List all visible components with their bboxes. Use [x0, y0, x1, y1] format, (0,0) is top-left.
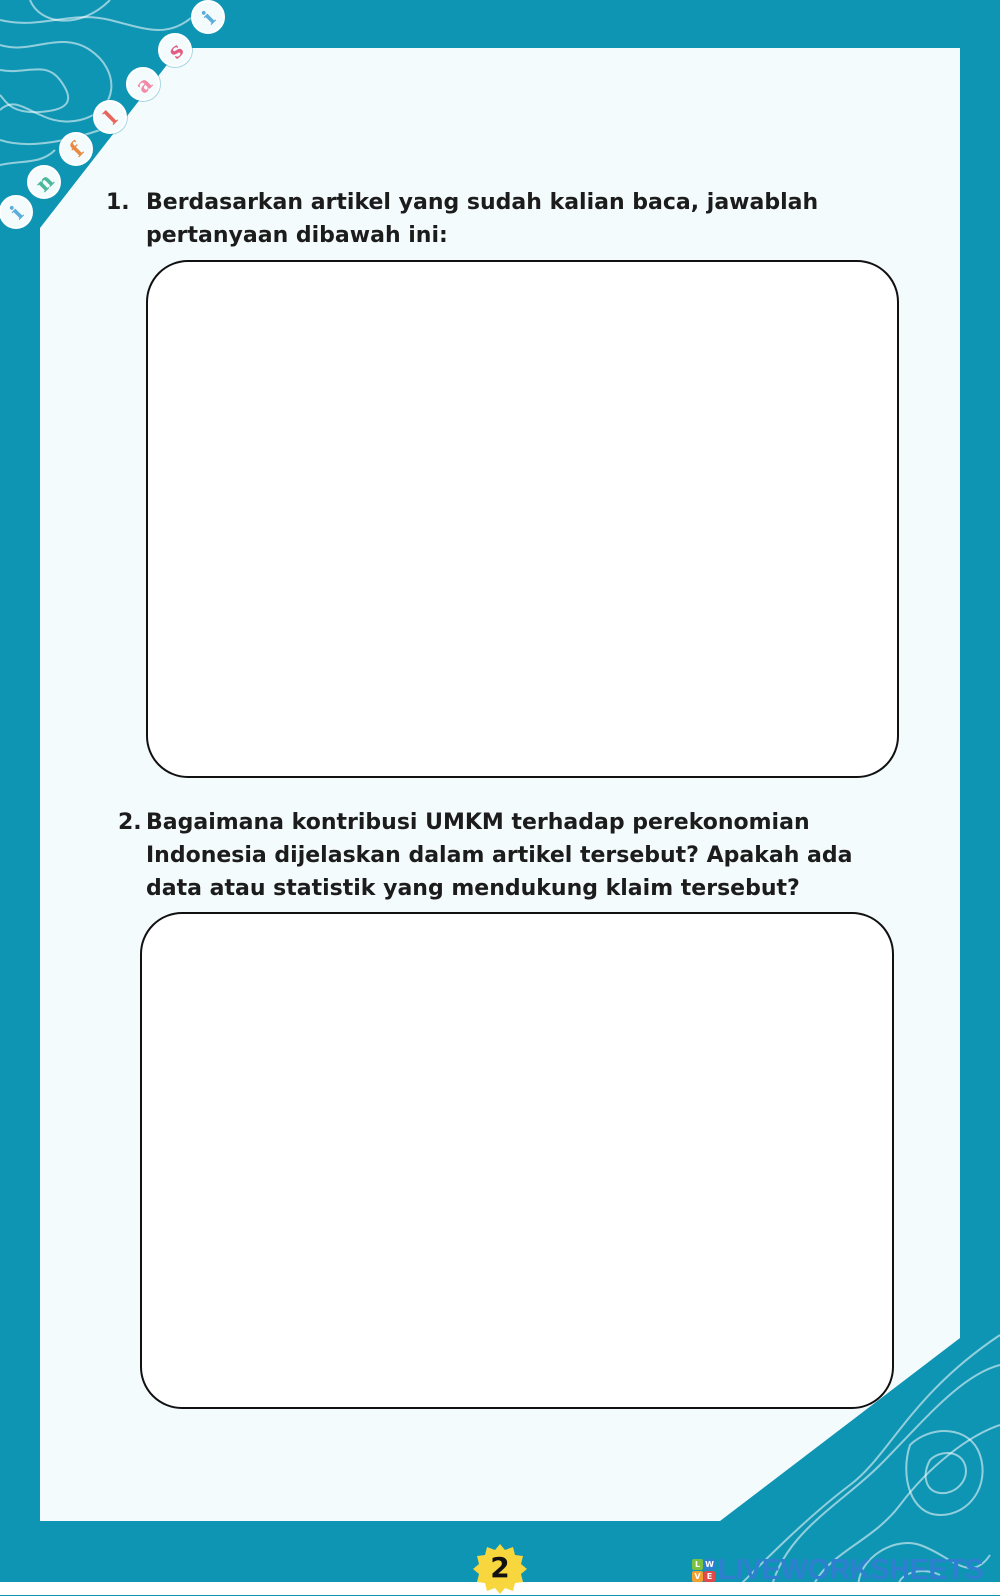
title-letter-badge: a [119, 60, 167, 108]
liveworksheets-logo-grid [692, 1559, 715, 1582]
title-letter-badge: i [0, 188, 40, 236]
liveworksheets-logo-text: LIVEWORKSHEETS [718, 1553, 984, 1586]
question-2-line-3: data atau statistik yang mendukung klaim tersebut? [146, 876, 800, 901]
logo-grid-letter: E [704, 1571, 715, 1582]
logo-grid-letter: L [692, 1559, 703, 1570]
page-number: 2 [490, 1550, 510, 1584]
question-1-number: 1. [106, 190, 130, 215]
logo-grid-letter: V [692, 1571, 703, 1582]
question-2-line-1: Bagaimana kontribusi UMKM terhadap perekonomian [146, 810, 810, 835]
title-letter-badge: i [184, 0, 232, 41]
question-1-line-2: pertanyaan dibawah ini: [146, 223, 448, 248]
answer-1-box[interactable] [146, 260, 899, 778]
page-number-badge [473, 1542, 527, 1596]
logo-grid-letter: W [705, 1559, 714, 1569]
title-letter-badge: l [86, 93, 134, 141]
title-letter-badge: n [20, 158, 68, 206]
title-letter-badge: s [151, 26, 199, 74]
answer-2-box[interactable] [140, 912, 894, 1409]
question-2-number: 2. [118, 810, 142, 835]
title-letter-badge: f [52, 125, 100, 173]
question-1-line-1: Berdasarkan artikel yang sudah kalian baca, jawablah [146, 190, 819, 215]
question-2-line-2: Indonesia dijelaskan dalam artikel tersebut? Apakah ada [146, 843, 853, 868]
liveworksheets-logo[interactable] [692, 1554, 983, 1586]
